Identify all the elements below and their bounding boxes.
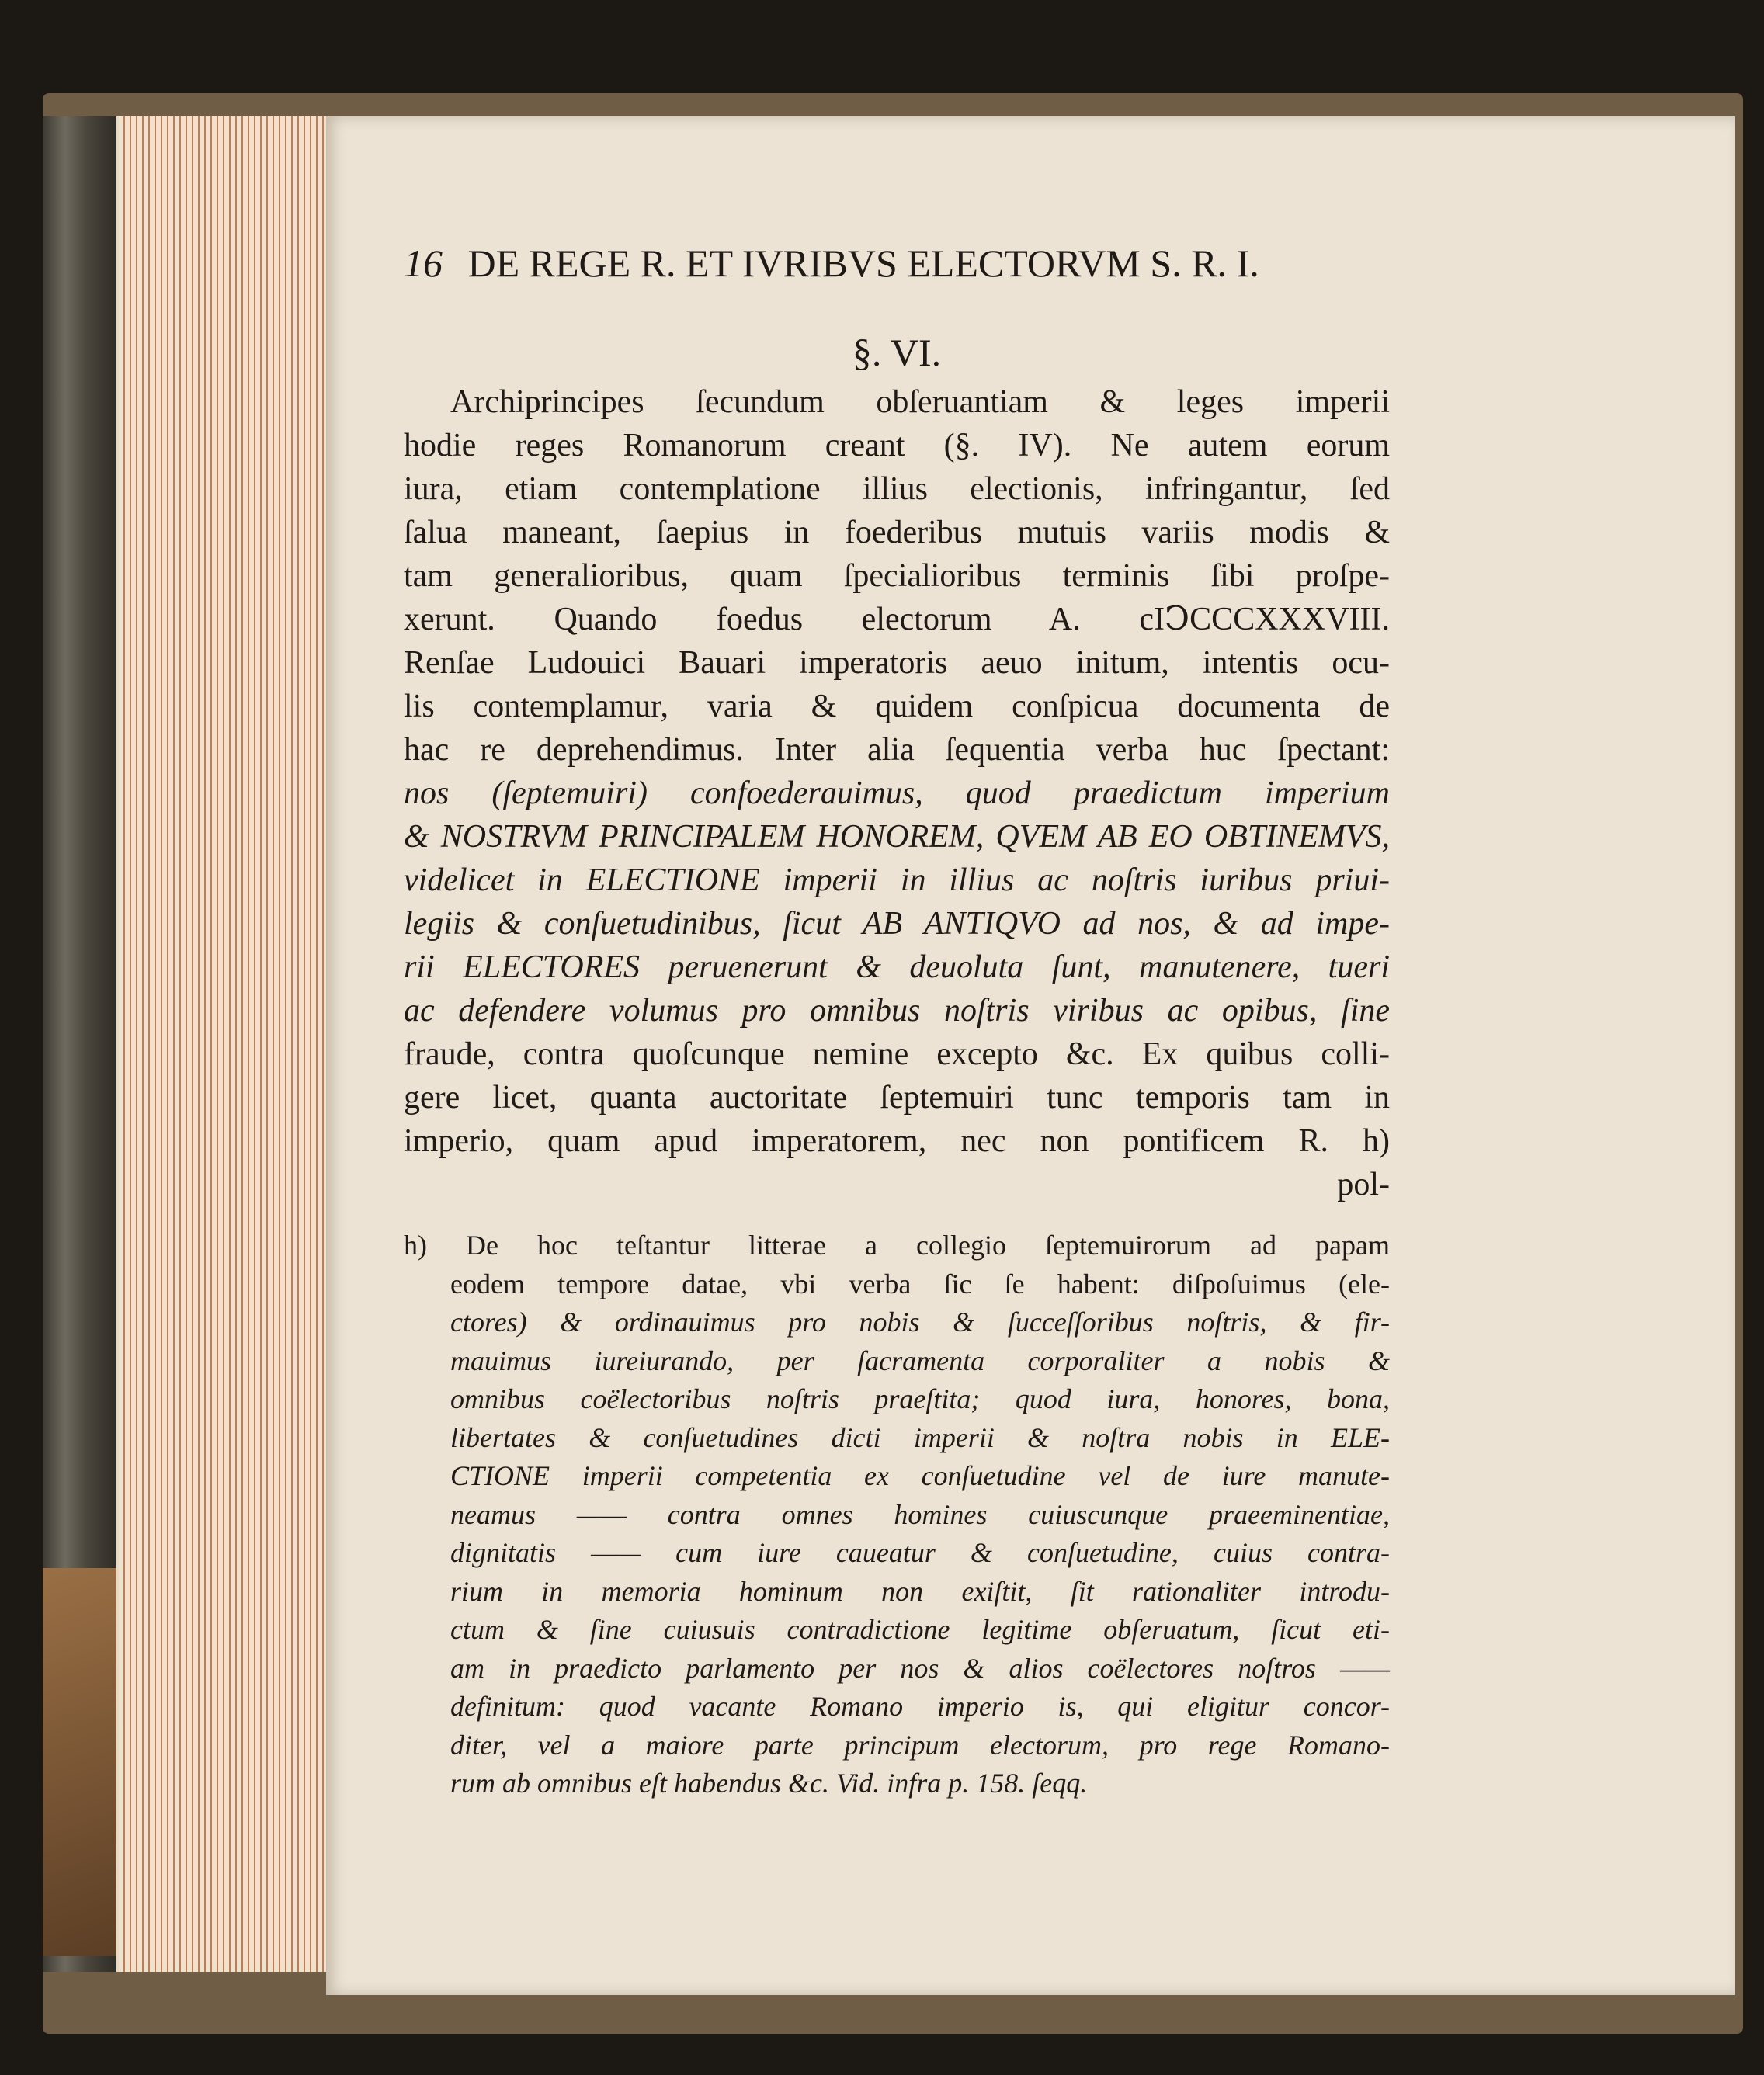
footnote-line: libertates & conſuetudines dicti imperii & noſtra nobis in ELE- (450, 1421, 1390, 1453)
quotation-line: videlicet in ELECTIONE imperii in illius ac noſtris iuribus priui- (404, 862, 1390, 898)
catchword: pol- (1337, 1167, 1390, 1202)
body-text (404, 380, 1390, 1206)
footnote-line: ctum & ſine cuiusuis contradictione legitime obſeruatum, ſicut eti- (450, 1614, 1390, 1645)
footnote (404, 1227, 1390, 1803)
page-edges (116, 116, 328, 1972)
footnote-line: neamus —— contra omnes homines cuiuscunque praeeminentiae, (450, 1498, 1390, 1530)
body-line: Renſae Ludouici Bauari imperatoris aeuo initum, intentis ocu- (404, 645, 1390, 681)
footnote-line: ctores) & ordinauimus pro nobis & ſucceſſoribus noſtris, & fir- (450, 1306, 1390, 1338)
footnote-line: omnibus coëlectoribus noſtris praeſtita; quod iura, honores, bona, (450, 1383, 1390, 1414)
footnote-line: h) De hoc teſtantur litterae a collegio ſeptemuirorum ad papam (404, 1230, 1390, 1261)
body-line: xerunt. Quando foedus electorum A. cIↃCCCXXXVIII. (404, 602, 1390, 637)
body-line: tam generalioribus, quam ſpecialioribus terminis ſibi proſpe- (404, 558, 1390, 594)
body-line: iura, etiam contemplatione illius electionis, infringantur, ſed (404, 471, 1390, 507)
body-line: Archiprincipes ſecundum obſeruantiam & leges imperii (450, 384, 1390, 420)
footnote-line: CTIONE imperii competentia ex conſuetudine vel de iure manute- (450, 1460, 1390, 1491)
section-number: §. VI. (852, 331, 942, 374)
body-line: lis contemplamur, varia & quidem conſpicua documenta de (404, 689, 1390, 724)
footnote-line: definitum: quod vacante Romano imperio is, qui eligitur concor- (450, 1691, 1390, 1722)
footnote-line: dignitatis —— cum iure caueatur & conſuetudine, cuius contra- (450, 1537, 1390, 1568)
running-head-title: DE REGE R. ET IVRIBVS ELECTORVM S. R. I. (467, 241, 1259, 285)
body-line: fraude, contra quoſcunque nemine excepto &c. Ex quibus colli- (404, 1036, 1390, 1072)
body-line: hodie reges Romanorum creant (§. IV). Ne autem eorum (404, 428, 1390, 463)
body-line: ſalua maneant, ſaepius in foederibus mutuis variis modis & (404, 515, 1390, 550)
quotation-line: nos (ſeptemuiri) confoederauimus, quod praedictum imperium (404, 776, 1390, 811)
leather-corner (43, 1568, 116, 1956)
page-number: 16 (404, 241, 443, 285)
footnote-line: am in praedicto parlamento per nos & alios coëlectores noſtros —— (450, 1652, 1390, 1684)
quotation-line: & NOSTRVM PRINCIPALEM HONOREM, QVEM AB EO OBTINEMVS, (404, 819, 1390, 855)
body-line: imperio, quam apud imperatorem, nec non pontificem R. h) (404, 1123, 1390, 1159)
footnote-line: eodem tempore datae, vbi verba ſic ſe habent: diſpoſuimus (ele- (450, 1268, 1390, 1299)
body-line: gere licet, quanta auctoritate ſeptemuiri tunc temporis tam in (404, 1080, 1390, 1116)
body-line: hac re deprehendimus. Inter alia ſequentia verba huc ſpectant: (404, 732, 1390, 768)
footnote-line: rium in memoria hominum non exiſtit, ſit rationaliter introdu- (450, 1575, 1390, 1607)
running-head (404, 241, 1390, 286)
footnote-line: diter, vel a maiore parte principum electorum, pro rege Romano- (450, 1729, 1390, 1761)
quotation-line: ac defendere volumus pro omnibus noſtris viribus ac opibus, ſine (404, 993, 1390, 1029)
quotation-line: legiis & conſuetudinibus, ſicut AB ANTIQVO ad nos, & ad impe- (404, 906, 1390, 942)
quotation-line: rii ELECTORES peruenerunt & deuoluta ſunt, manutenere, tueri (404, 949, 1390, 985)
footnote-line: rum ab omnibus eſt habendus &c. Vid. infra p. 158. ſeqq. (450, 1768, 1088, 1799)
footnote-line: mauimus iureiurando, per ſacramenta corporaliter a nobis & (450, 1345, 1390, 1376)
